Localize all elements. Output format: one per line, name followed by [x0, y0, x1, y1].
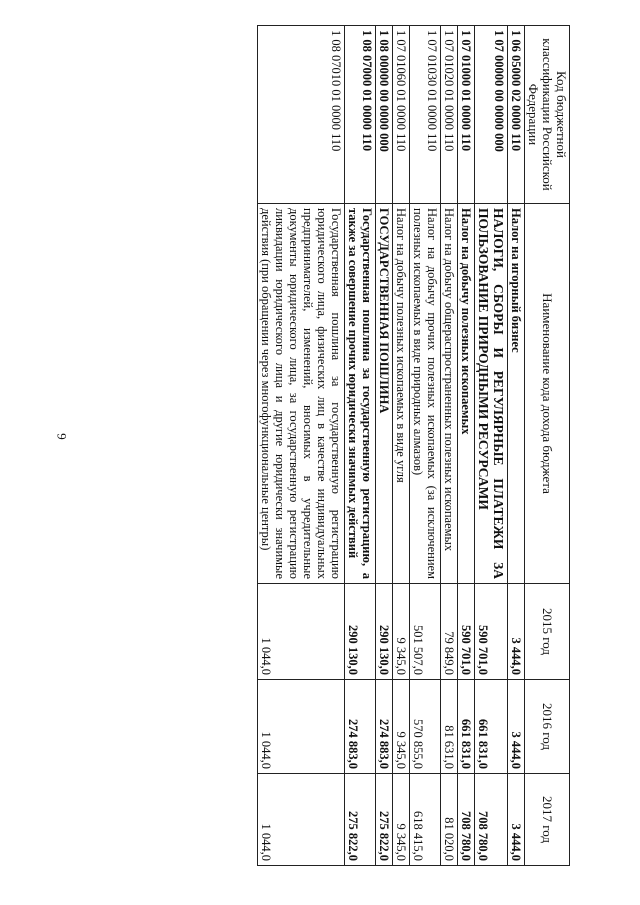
table-row: [410, 26, 441, 866]
row-value-2017: 708 780,0: [475, 774, 508, 866]
row-value-2017: 275 822,0: [376, 774, 393, 866]
row-value-2015: 290 130,0: [376, 584, 393, 680]
row-value-2017: 9 345,0: [393, 774, 410, 866]
row-name: НАЛОГИ, СБОРЫ И РЕГУЛЯРНЫЕ ПЛАТЕЖИ ЗА ПОЛЬЗОВАНИЕ ПРИРОДНЫМИ РЕСУРСАМИ: [475, 204, 508, 584]
table-row: [458, 26, 475, 866]
row-name: Налог на игорный бизнес: [508, 204, 525, 584]
row-value-2017: 3 444,0: [508, 774, 525, 866]
table-header-row: [525, 26, 570, 866]
header-name: Наименование кода дохода бюджета: [525, 204, 570, 584]
table-row: [441, 26, 458, 866]
row-value-2015: 79 849,0: [441, 584, 458, 680]
row-code: 1 08 00000 00 0000 000: [376, 26, 393, 204]
row-name: ГОСУДАРСТВЕННАЯ ПОШЛИНА: [376, 204, 393, 584]
row-value-2015: 590 701,0: [475, 584, 508, 680]
row-code: 1 07 01030 01 0000 110: [410, 26, 441, 204]
row-value-2016: 274 883,0: [345, 680, 376, 774]
row-code: 1 08 07000 01 0000 110: [345, 26, 376, 204]
page-number: 6: [53, 433, 69, 440]
header-2017: 2017 год: [525, 774, 570, 866]
row-value-2016: 570 855,0: [410, 680, 441, 774]
row-value-2015: 3 444,0: [508, 584, 525, 680]
row-name: Налог на добычу полезных ископаемых в виде угля: [393, 204, 410, 584]
row-value-2015: 501 507,0: [410, 584, 441, 680]
rotated-page: [100, 25, 570, 865]
row-value-2017: 275 822,0: [345, 774, 376, 866]
table-row: [475, 26, 508, 866]
row-code: 1 06 05000 02 0000 110: [508, 26, 525, 204]
row-value-2016: 661 831,0: [475, 680, 508, 774]
row-value-2015: 590 701,0: [458, 584, 475, 680]
row-value-2017: 708 780,0: [458, 774, 475, 866]
row-value-2015: 9 345,0: [393, 584, 410, 680]
row-name: Налог на добычу прочих полезных ископаемых (за исключением полезных ископаемых в виде природных алмазов): [410, 204, 441, 584]
row-code: 1 08 07010 01 0000 110: [258, 26, 345, 204]
row-value-2016: 3 444,0: [508, 680, 525, 774]
row-value-2016: 274 883,0: [376, 680, 393, 774]
row-value-2016: 81 631,0: [441, 680, 458, 774]
row-name: Государственная пошлина за государственную регистрацию юридического лица, физических лиц в качестве индивидуальных предпринимателей, изменений, вносимых в учредительные документы юридического лица, за государственную регистрацию ликвидации юридического лица и другие юридически значимые действия (при обращении через многофункциональные центры): [258, 204, 345, 584]
row-code: 1 07 00000 00 0000 000: [475, 26, 508, 204]
table-row: [258, 26, 345, 866]
row-code: 1 07 01000 01 0000 110: [458, 26, 475, 204]
row-code: 1 07 01060 01 0000 110: [393, 26, 410, 204]
table-row: [345, 26, 376, 866]
row-name: Государственная пошлина за государственную регистрацию, а также за совершение прочих юридически значимых действий: [345, 204, 376, 584]
table-row: [508, 26, 525, 866]
row-value-2017: 81 020,0: [441, 774, 458, 866]
row-value-2017: 618 415,0: [410, 774, 441, 866]
budget-table: [257, 25, 570, 866]
row-value-2016: 661 831,0: [458, 680, 475, 774]
row-value-2016: 9 345,0: [393, 680, 410, 774]
header-code: Код бюджетной классификации Российской Федерации: [525, 26, 570, 204]
row-value-2016: 1 044,0: [258, 680, 345, 774]
row-code: 1 07 01020 01 0000 110: [441, 26, 458, 204]
header-2016: 2016 год: [525, 680, 570, 774]
row-name: Налог на добычу общераспространенных полезных ископаемых: [441, 204, 458, 584]
table-row: [393, 26, 410, 866]
row-value-2015: 290 130,0: [345, 584, 376, 680]
table-row: [376, 26, 393, 866]
row-value-2015: 1 044,0: [258, 584, 345, 680]
row-value-2017: 1 044,0: [258, 774, 345, 866]
header-2015: 2015 год: [525, 584, 570, 680]
row-name: Налог на добычу полезных ископаемых: [458, 204, 475, 584]
